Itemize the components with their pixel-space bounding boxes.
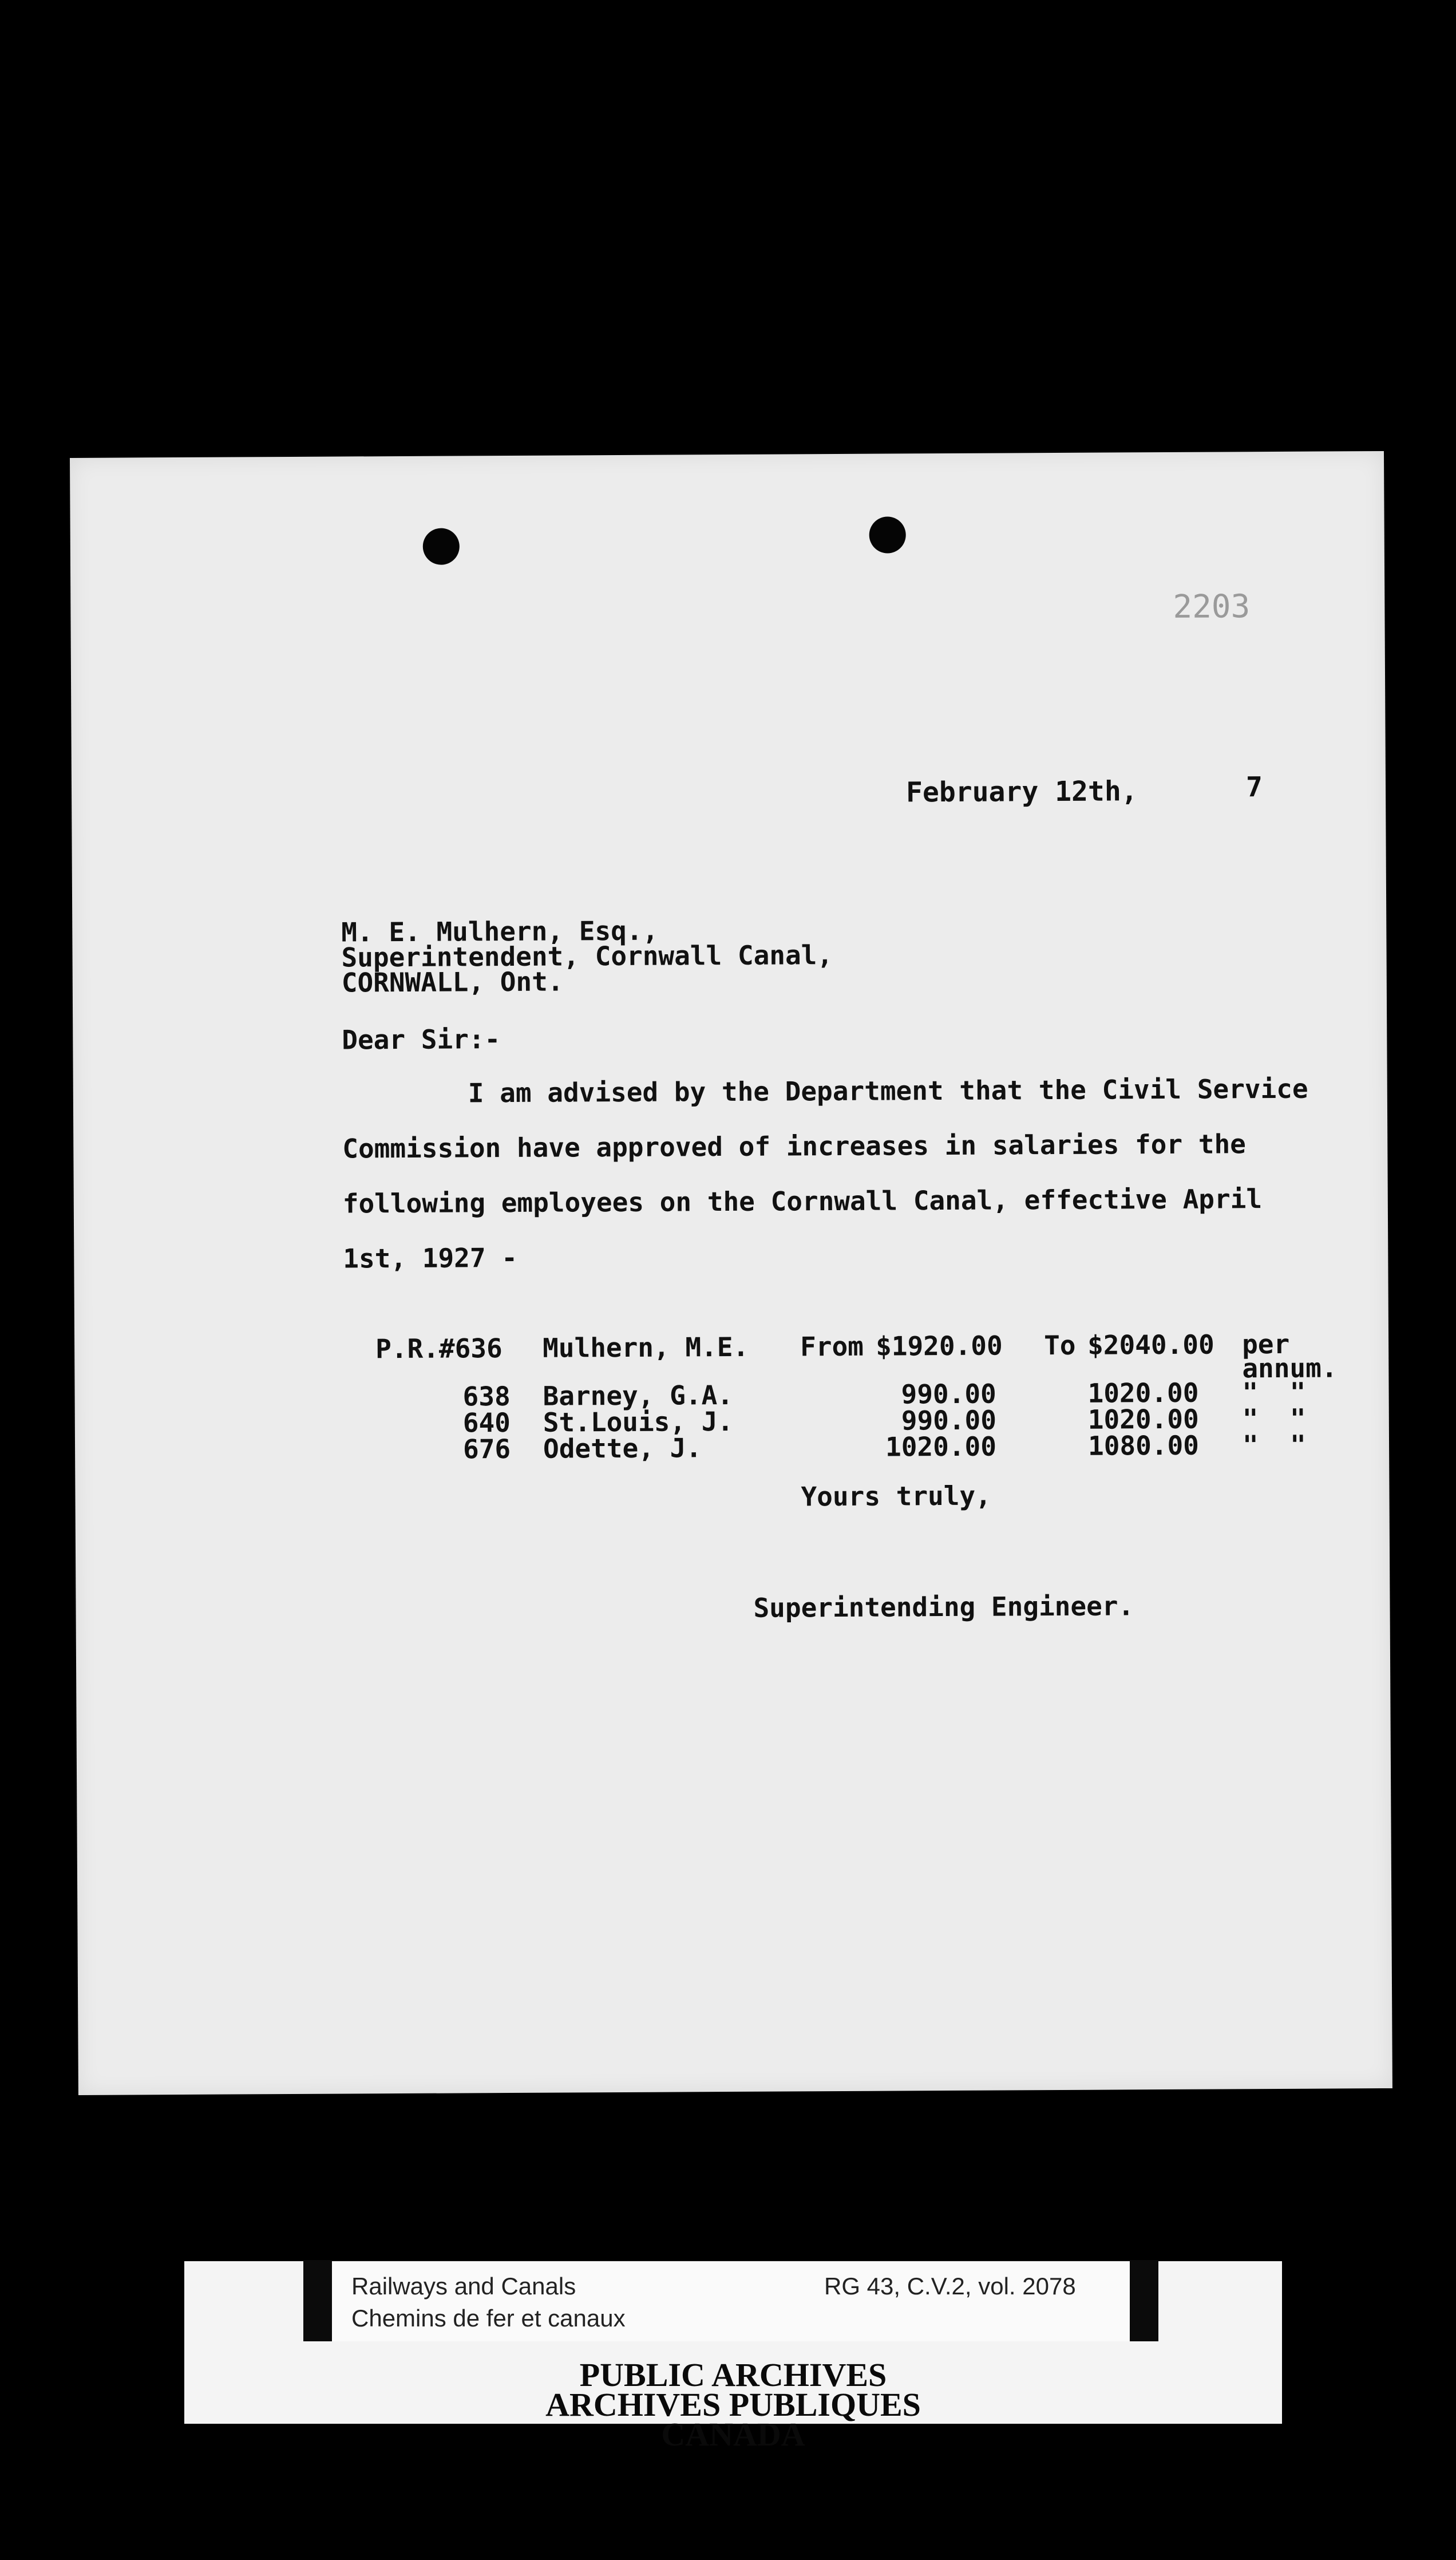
table-cell-unit: per	[1241, 1328, 1290, 1360]
table-cell-pr: P.R.#636	[375, 1333, 503, 1365]
archive-name-fr: ARCHIVES PUBLIQUES	[545, 2386, 921, 2423]
punch-hole-left	[423, 528, 460, 564]
signature-title: Superintending Engineer.	[753, 1590, 1134, 1623]
fonds-label	[332, 2261, 1130, 2341]
body-line: 1st, 1927 -	[343, 1242, 518, 1274]
table-cell-to: 1020.00	[1087, 1377, 1199, 1409]
salutation: Dear Sir:-	[342, 1024, 501, 1056]
table-cell-name: Mulhern, M.E.	[543, 1331, 749, 1364]
table-cell-pr: 640	[462, 1407, 511, 1439]
archive-name-en: PUBLIC ARCHIVES	[579, 2356, 887, 2393]
body-line: Commission have approved of increases in salaries for the	[342, 1128, 1247, 1164]
table-cell-name: Odette, J.	[543, 1432, 702, 1464]
address-line: M. E. Mulhern, Esq.,	[341, 915, 659, 948]
address-line: CORNWALL, Ont.	[341, 966, 564, 998]
table-cell-name: Barney, G.A.	[543, 1379, 734, 1412]
table-cell-unit: " "	[1242, 1376, 1306, 1408]
page-number: 2203	[1173, 588, 1251, 626]
punch-hole-right	[869, 516, 906, 553]
table-cell-from: 1020.00	[885, 1431, 997, 1463]
table-cell-name: St.Louis, J.	[543, 1405, 734, 1438]
table-cell-from: 990.00	[901, 1404, 997, 1436]
table-cell-pr: 676	[462, 1433, 511, 1465]
table-cell-from: 990.00	[901, 1378, 996, 1410]
letter-date: February 12th,	[905, 775, 1138, 809]
letter-page	[70, 451, 1392, 2095]
table-cell-to: 1080.00	[1087, 1429, 1200, 1461]
address-line: Superintendent, Cornwall Canal,	[341, 939, 833, 973]
table-cell-unit: " "	[1242, 1429, 1306, 1461]
table-cell-to: $2040.00	[1087, 1329, 1214, 1361]
table-cell-pr: 638	[462, 1380, 511, 1412]
table-cell-to-label: To	[1043, 1329, 1076, 1361]
body-line: following employees on the Cornwall Canal, effective April	[342, 1183, 1263, 1219]
archive-country: CANADA	[661, 2416, 805, 2453]
archival-reference: RG 43, C.V.2, vol. 2078	[824, 2273, 1076, 2300]
table-cell-unit: " "	[1242, 1403, 1306, 1435]
fonds-name-en: Railways and Canals	[351, 2273, 576, 2300]
body-line: I am advised by the Department that the Civil Service	[468, 1073, 1308, 1109]
table-cell-from-label: From	[800, 1330, 864, 1362]
table-cell-unit2: annum.	[1242, 1352, 1338, 1384]
date-mark: 7	[1245, 771, 1263, 804]
table-cell-from: $1920.00	[876, 1330, 1003, 1362]
fonds-name-fr: Chemins de fer et canaux	[351, 2305, 626, 2332]
closing: Yours truly,	[801, 1480, 991, 1512]
table-cell-to: 1020.00	[1087, 1403, 1199, 1435]
